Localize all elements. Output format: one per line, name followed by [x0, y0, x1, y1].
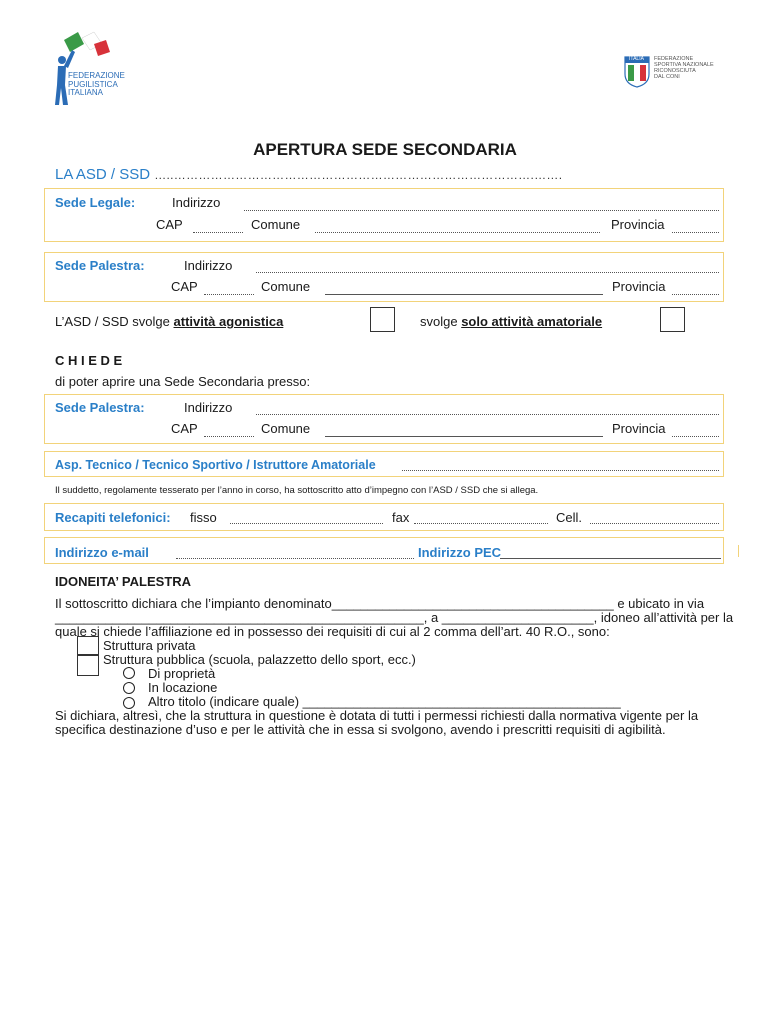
sede-palestra-comune-field[interactable]: [325, 294, 603, 295]
asd-line: [55, 166, 562, 183]
sede-legale-comune-field[interactable]: [315, 232, 600, 233]
activity-amatoriale-line: [420, 314, 602, 329]
sede-palestra-provincia-label: Provincia: [612, 279, 666, 294]
sede-legale-box: [44, 188, 724, 242]
activity-agonistica: attività agonistica: [173, 314, 284, 329]
recapiti-fisso-label: fisso: [190, 510, 217, 525]
coni-line4: DAL CONI: [654, 74, 680, 80]
locazione-radio[interactable]: [123, 682, 135, 694]
fpi-line2: PUGILISTICA: [68, 79, 118, 89]
amatoriale-checkbox[interactable]: [660, 307, 685, 332]
sede-palestra2-cap-label: CAP: [171, 421, 198, 436]
recapiti-fax-field[interactable]: [414, 523, 548, 524]
idoneita-line2: ___________________________________________________, a _____________________, idoneo all’attività per la: [55, 610, 734, 625]
locazione-label: In locazione: [148, 680, 218, 695]
recapiti-cell-label: Cell.: [556, 510, 583, 525]
sede-palestra2-indirizzo-label: Indirizzo: [184, 400, 233, 415]
sede-legale-indirizzo-label: Indirizzo: [172, 195, 221, 210]
sede-palestra-provincia-field[interactable]: [672, 294, 719, 295]
recapiti-cell-field[interactable]: [590, 523, 719, 524]
proprieta-label: Di proprietà: [148, 666, 216, 681]
idoneita-line1: Il sottoscritto dichiara che l’impianto denominato_______________________________________ e ubicato in via: [55, 596, 705, 611]
asd-dots[interactable]: …..…………………………………………………………………………….…….: [154, 168, 563, 182]
tecnico-field[interactable]: [402, 470, 719, 471]
recapiti-fisso-field[interactable]: [230, 523, 383, 524]
fpi-logo: [50, 30, 130, 110]
email-field[interactable]: [176, 558, 414, 559]
sede-palestra2-provincia-label: Provincia: [612, 421, 666, 436]
tecnico-label: Asp. Tecnico / Tecnico Sportivo / Istruttore Amatoriale: [55, 458, 376, 472]
altro-label: Altro titolo (indicare quale) ____________________________________________: [148, 694, 621, 709]
pec-field[interactable]: [500, 558, 721, 559]
sede-palestra2-indirizzo-field[interactable]: [256, 414, 719, 415]
suddetto-text: Il suddetto, regolamente tesserato per l’anno in corso, ha sottoscritto atto d’impegno con l’ASD / SSD che si allega.: [55, 485, 539, 496]
sede-legale-provincia-field[interactable]: [672, 232, 719, 233]
sede-palestra-comune-label: Comune: [261, 279, 311, 294]
activity-amatoriale: solo attività amatoriale: [461, 314, 603, 329]
sede-palestra2-comune-label: Comune: [261, 421, 311, 436]
sede-palestra2-cap-field[interactable]: [204, 436, 254, 437]
chiede-text: di poter aprire una Sede Secondaria presso:: [55, 374, 311, 389]
page-title: APERTURA SEDE SECONDARIA: [253, 140, 517, 159]
fpi-boxer-emblem: [50, 30, 130, 110]
coni-line2: SPORTIVA NAZIONALE: [654, 62, 714, 68]
privata-label: Struttura privata: [103, 638, 196, 653]
sede-palestra-heading: Sede Palestra:: [55, 258, 145, 273]
coni-line3: RICONOSCIUTA: [654, 68, 696, 74]
coni-line1: FEDERAZIONE: [654, 56, 694, 62]
fpi-line1: FEDERAZIONE: [68, 71, 125, 80]
fpi-logo-text: [68, 72, 125, 98]
activity-line: [55, 314, 283, 329]
sede-palestra-indirizzo-label: Indirizzo: [184, 258, 233, 273]
agonistica-checkbox[interactable]: [370, 307, 395, 332]
email-label: Indirizzo e-mail: [55, 545, 149, 560]
sede-legale-cap-label: CAP: [156, 217, 183, 232]
pec-label: Indirizzo PEC: [418, 545, 502, 560]
sede-legale-indirizzo-field[interactable]: [244, 210, 719, 211]
chiede-heading: C H I E D E: [55, 353, 123, 368]
coni-badge: [624, 56, 650, 88]
closing-line2: specifica destinazione d’uso e per le attività che in essa si svolgono, avendo i prescritti requisiti di agibilità.: [55, 722, 666, 737]
idoneita-heading: IDONEITA’ PALESTRA: [55, 574, 192, 589]
coni-badge-label: ITALIA: [629, 56, 644, 62]
sede-palestra2-heading: Sede Palestra:: [55, 400, 145, 415]
idoneita-line3: quale si chiede l’affiliazione ed in possesso dei requisiti di cui al 2 comma dell’art. 40 R.O., sono:: [55, 624, 610, 639]
asd-label: LA ASD / SSD: [55, 166, 151, 183]
pubblica-checkbox[interactable]: [77, 654, 99, 676]
activity-prefix: L’ASD / SSD svolge: [55, 314, 170, 329]
fpi-line3: ITALIANA: [68, 88, 103, 97]
closing-line1: Si dichiara, altresì, che la struttura in questione è dotata di tutti i permessi richiesti dalla normativa vigente per la: [55, 708, 699, 723]
recapiti-label: Recapiti telefonici:: [55, 510, 171, 525]
sede-legale-provincia-label: Provincia: [611, 217, 665, 232]
recapiti-fax-label: fax: [392, 510, 410, 525]
coni-text: [654, 56, 714, 80]
sede-palestra-indirizzo-field[interactable]: [256, 272, 719, 273]
sede-palestra2-comune-field[interactable]: [325, 436, 603, 437]
sede-palestra-cap-label: CAP: [171, 279, 198, 294]
proprieta-radio[interactable]: [123, 667, 135, 679]
sede-legale-cap-field[interactable]: [193, 232, 243, 233]
sede-legale-comune-label: Comune: [251, 217, 301, 232]
sede-palestra-cap-field[interactable]: [204, 294, 254, 295]
pubblica-label: Struttura pubblica (scuola, palazzetto dello sport, ecc.): [103, 652, 416, 667]
text-cursor: [738, 545, 739, 557]
privata-checkbox[interactable]: [77, 636, 99, 656]
sede-legale-heading: Sede Legale:: [55, 195, 136, 210]
sede-palestra2-provincia-field[interactable]: [672, 436, 719, 437]
activity-svolge: svolge: [420, 314, 458, 329]
